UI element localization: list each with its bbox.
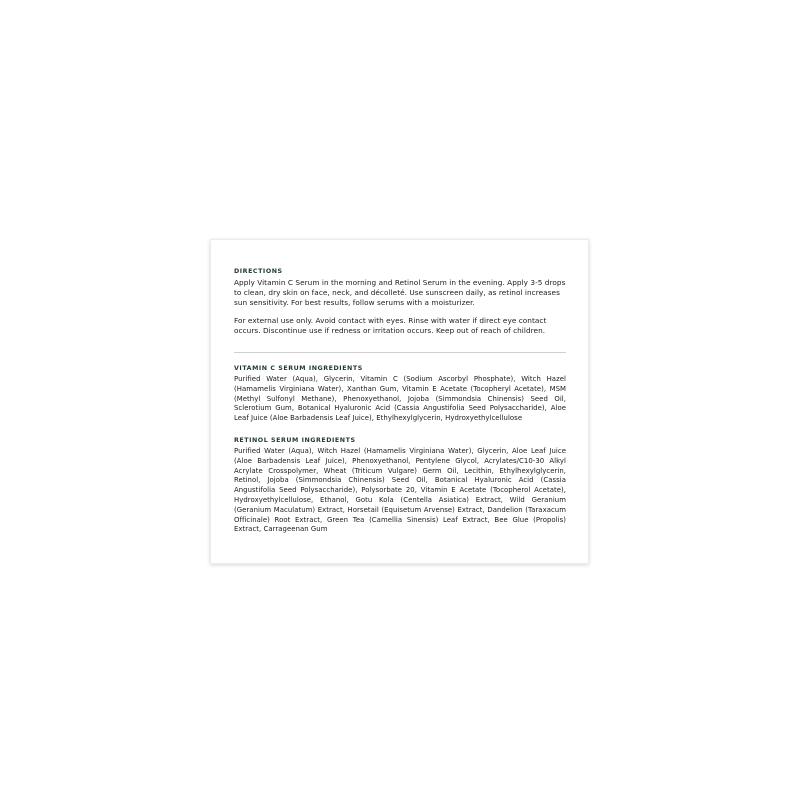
vitamin-c-ingredients-list: Purified Water (Aqua), Glycerin, Vitamin C (Sodium Ascorbyl Phosphate), Witch Hazel (Hamamelis Virginiana Water), Xanthan Gum, Vitamin E Acetate (Tocopheryl Acetate), MSM (Methyl Sulfonyl Methane), Phenoxyethanol, Jojoba (Simmondsia Chinensis) Seed Oil, Sclerotium Gum, Botanical Hyaluronic Acid (Cassia Angustifolia Seed Polysaccharide), Aloe Leaf Juice (Aloe Barbadensis Leaf Juice), Ethylhexylglycerin, Hydroxyethylcellulose	[234, 374, 566, 423]
product-label-card	[211, 240, 588, 563]
retinol-ingredients-section	[234, 436, 566, 535]
directions-warning-text: For external use only. Avoid contact with eyes. Rinse with water if direct eye contact occurs. Discontinue use if redness or irritation occurs. Keep out of reach of children.	[234, 316, 547, 336]
retinol-ingredients-list: Purified Water (Aqua), Witch Hazel (Hamamelis Virginiana Water), Glycerin, Aloe Leaf Juice (Aloe Barbadensis Leaf Juice), Phenoxyethanol, Pentylene Glycol, Acrylates/C10-30 Alkyl Acrylate Crosspolymer, Wheat (Triticum Vulgare) Germ Oil, Lecithin, Ethylhexylglycerin, Retinol, Jojoba (Simmondsia Chinensis) Seed Oil, Botanical Hyaluronic Acid (Cassia Angustifolia Seed Polysaccharide), Polysorbate 20, Vitamin E Acetate (Tocopherol Acetate), Hydroxyethylcellulose, Ethanol, Gotu Kola (Centella Asiatica) Extract, Wild Geranium (Geranium Maculatum) Extract, Horsetail (Equisetum Arvense) Extract, Dandelion (Taraxacum Officinale) Root Extract, Green Tea (Camellia Sinensis) Leaf Extract, Bee Glue (Propolis) Extract, Carrageenan Gum	[234, 446, 566, 534]
section-divider	[234, 352, 566, 353]
directions-usage-text: Apply Vitamin C Serum in the morning and Retinol Serum in the evening. Apply 3-5 drops to clean, dry skin on face, neck, and décolleté. Use sunscreen daily, as retinol increases sun sensitivity. For best results, follow serums with a moisturizer.	[234, 278, 566, 307]
retinol-ingredients-heading: RETINOL SERUM INGREDIENTS	[234, 436, 356, 444]
directions-heading: DIRECTIONS	[234, 268, 283, 275]
vitamin-c-ingredients-section	[234, 364, 566, 424]
vitamin-c-ingredients-heading: VITAMIN C SERUM INGREDIENTS	[234, 364, 363, 372]
directions-section	[234, 267, 566, 336]
